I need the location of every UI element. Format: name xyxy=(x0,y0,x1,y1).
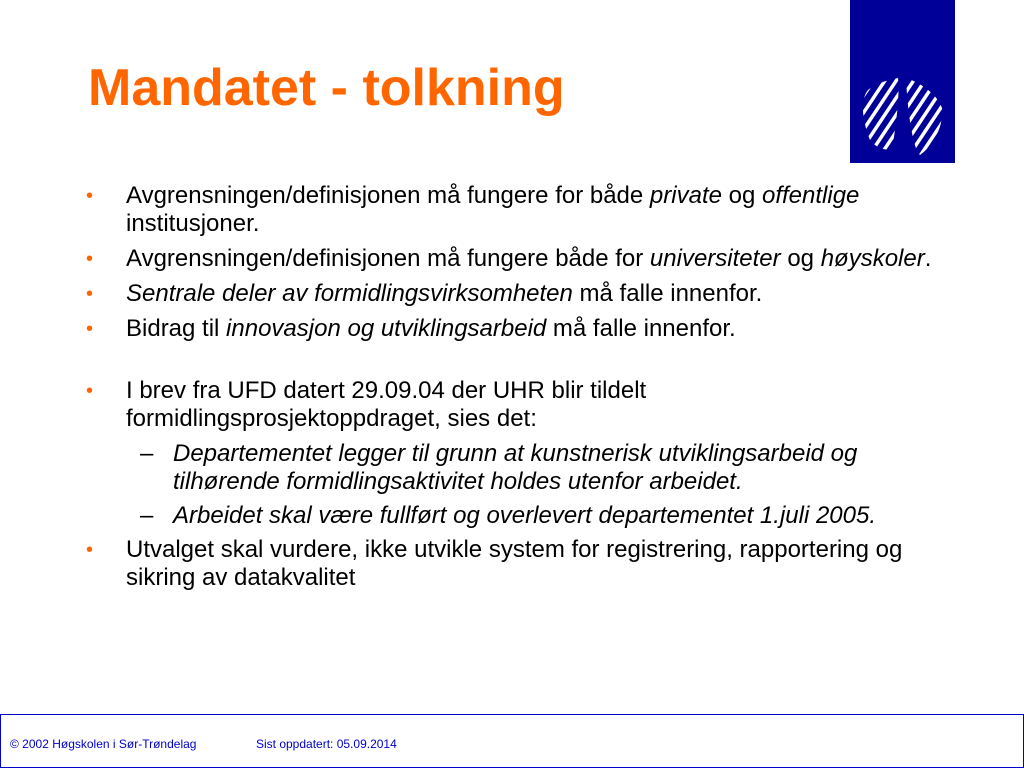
bullet-marker: • xyxy=(86,248,94,270)
sub-bullet-item: – Arbeidet skal være fullført og overlevert departementet 1.juli 2005. xyxy=(140,502,877,529)
bullet-marker: • xyxy=(86,539,94,561)
slide-title: Mandatet - tolkning xyxy=(88,59,565,117)
bullet-marker: • xyxy=(86,283,94,305)
bullet-marker: • xyxy=(86,185,94,207)
footer-copyright: © 2002 Høgskolen i Sør-Trøndelag xyxy=(10,737,197,751)
bullet-marker: • xyxy=(86,380,94,402)
slide-body xyxy=(86,182,966,599)
bullet-item: • Avgrensningen/definisjonen må fungere for både private og offentlige institusjoner. xyxy=(86,182,860,237)
footer-updated: Sist oppdatert: 05.09.2014 xyxy=(256,737,397,751)
bullet-item: • Bidrag til innovasjon og utviklingsarbeid må falle innenfor. xyxy=(86,315,736,342)
bullet-item: • I brev fra UFD datert 29.09.04 der UHR blir tildelt formidlingsprosjektoppdraget, sies det: xyxy=(86,377,647,432)
dash-marker: – xyxy=(140,502,154,529)
slide-footer xyxy=(0,714,1024,768)
bullet-item: • Sentrale deler av formidlingsvirksomheten må falle innenfor. xyxy=(86,280,763,307)
hist-logo-icon xyxy=(850,0,955,163)
dash-marker: – xyxy=(140,440,154,467)
bullet-item: • Avgrensningen/definisjonen må fungere både for universiteter og høyskoler. xyxy=(86,245,932,272)
sub-bullet-item: – Departementet legger til grunn at kunstnerisk utviklingsarbeid og tilhørende formidlingsaktivitet holdes utenfor arbeidet. xyxy=(140,440,858,495)
bullet-marker: • xyxy=(86,318,94,340)
bullet-item: • Utvalget skal vurdere, ikke utvikle system for registrering, rapportering og sikring av datakvalitet xyxy=(86,536,903,591)
